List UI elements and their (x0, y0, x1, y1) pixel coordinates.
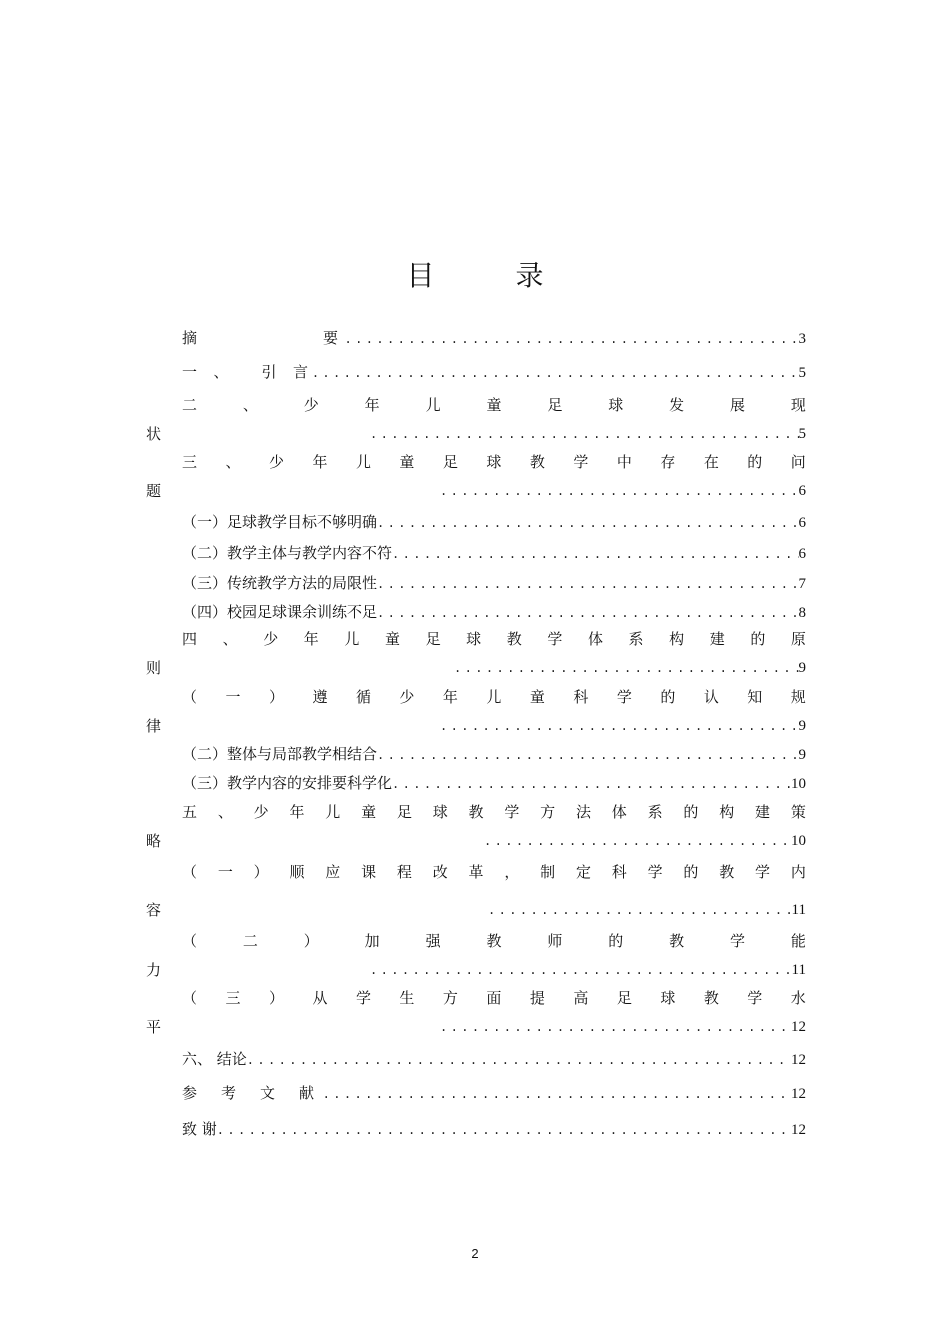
toc-entry-s2-leader (370, 424, 806, 444)
toc-char: 现 (790, 396, 806, 414)
toc-char: 儿 (344, 630, 360, 648)
toc-char: 定 (575, 863, 591, 881)
toc-char: 足 (425, 630, 441, 648)
toc-char: 教 (669, 932, 685, 950)
page-number: 2 (471, 1246, 479, 1261)
toc-char: 体 (611, 803, 627, 821)
toc-char: 在 (703, 453, 719, 471)
toc-page-number: 10 (791, 833, 806, 849)
toc-char: 四 (182, 630, 198, 648)
toc-entry-s5-line1 (182, 802, 806, 822)
toc-entry-label: （三）传统教学方法的局限性 (182, 574, 378, 592)
toc-leader-dots (247, 1050, 791, 1070)
toc-leader-dots (440, 1017, 791, 1037)
toc-title: 目 录 (406, 259, 580, 292)
toc-char: 儿 (355, 453, 371, 471)
toc-char: 面 (486, 989, 502, 1007)
toc-char: 能 (790, 932, 806, 950)
toc-entry-s4-leader (454, 658, 806, 678)
toc-entry-s6 (182, 1049, 806, 1070)
toc-leader-dots (377, 603, 798, 623)
toc-page-number: 6 (798, 515, 806, 531)
toc-char: 球 (660, 989, 676, 1007)
toc-entry-label: 六、 结论 (182, 1050, 247, 1068)
toc-entry-s5-leader (484, 831, 806, 851)
toc-char: 中 (616, 453, 632, 471)
toc-char: 年 (364, 396, 380, 414)
toc-char: 师 (547, 932, 563, 950)
toc-page-number: 7 (798, 576, 806, 592)
toc-char: 系 (647, 803, 663, 821)
toc-entry-s1 (182, 362, 806, 383)
toc-char: 一 (225, 688, 241, 706)
toc-char: 年 (303, 630, 319, 648)
toc-char: 方 (540, 803, 556, 821)
toc-char: 体 (587, 630, 603, 648)
toc-leader-dots (377, 745, 798, 765)
toc-char: 的 (750, 630, 766, 648)
toc-page-number: 12 (791, 1122, 806, 1138)
toc-entry-label: 致 谢 (182, 1120, 217, 1138)
toc-entry-s2-line2: 状 (146, 425, 162, 443)
toc-page-number: 6 (798, 483, 806, 499)
toc-leader-dots (370, 424, 799, 444)
toc-page-number: 12 (791, 1086, 806, 1102)
toc-page-number: 5 (798, 426, 806, 442)
toc-char: 制 (540, 863, 556, 881)
toc-leader-dots (488, 900, 792, 920)
toc-char: 、 (213, 363, 229, 381)
toc-entry-s3-line1 (182, 452, 806, 472)
toc-char: 方 (442, 989, 458, 1007)
toc-char: 程 (396, 863, 412, 881)
toc-char: 构 (669, 630, 685, 648)
toc-entry-refs (182, 1083, 806, 1104)
toc-page-number: 10 (791, 776, 806, 792)
toc-char: 球 (432, 803, 448, 821)
toc-leader-dots (392, 774, 791, 794)
toc-char: 儿 (325, 803, 341, 821)
toc-char: 一 (182, 363, 198, 381)
toc-entry-s4_2 (182, 744, 806, 765)
toc-char: 考 (220, 1084, 236, 1102)
toc-leader-dots (377, 513, 798, 533)
toc-char: （ (182, 688, 198, 706)
toc-char: 童 (486, 396, 502, 414)
toc-char: 童 (384, 630, 400, 648)
toc-char: 革 (468, 863, 484, 881)
toc-leader-dots (370, 960, 792, 980)
toc-char: （ (182, 863, 198, 881)
toc-char: 一 (217, 863, 233, 881)
toc-char: 顺 (289, 863, 305, 881)
toc-page-number: 8 (798, 605, 806, 621)
toc-entry-s3_1 (182, 512, 806, 533)
toc-char: 引 (261, 363, 277, 381)
toc-char: 加 (364, 932, 380, 950)
toc-leader-dots (440, 481, 799, 501)
toc-entry-s4_1-line1 (182, 687, 806, 707)
toc-page-number: 11 (791, 962, 806, 978)
toc-entry-s4-line2: 则 (146, 659, 162, 677)
toc-char: 的 (747, 453, 763, 471)
toc-char: ， (504, 863, 520, 881)
toc-char: 献 (298, 1084, 314, 1102)
toc-char: 年 (442, 688, 458, 706)
toc-char: 水 (790, 989, 806, 1007)
toc-char: 二 (242, 932, 258, 950)
toc-leader-dots (345, 329, 799, 349)
toc-char: 建 (755, 803, 771, 821)
toc-leader-dots (323, 1084, 791, 1104)
toc-char: 高 (573, 989, 589, 1007)
toc-char: 、 (225, 453, 241, 471)
toc-char: 问 (790, 453, 806, 471)
toc-char: 展 (730, 396, 746, 414)
toc-entry-label (182, 1083, 314, 1103)
toc-char: 存 (660, 453, 676, 471)
toc-entry-label: （一）足球教学目标不够明确 (182, 513, 378, 531)
toc-char: 改 (432, 863, 448, 881)
toc-page-number: 12 (791, 1052, 806, 1068)
toc-entry-label (182, 362, 308, 382)
toc-char: （ (182, 932, 198, 950)
toc-char: 摘 (182, 329, 198, 347)
toc-entry-s5_3-leader (440, 1017, 806, 1037)
toc-entry-s3-leader (440, 481, 806, 501)
toc-char: 参 (182, 1084, 198, 1102)
toc-char: 教 (703, 989, 719, 1007)
toc-char: 足 (616, 989, 632, 1007)
toc-char: 球 (608, 396, 624, 414)
toc-char: ） (268, 989, 284, 1007)
toc-entry-s4_3 (182, 773, 806, 794)
toc-leader-dots (392, 544, 798, 564)
toc-entry-s5_1-leader (488, 900, 806, 920)
toc-char: 五 (182, 803, 198, 821)
toc-char: 构 (719, 803, 735, 821)
toc-page-number: 11 (791, 902, 806, 918)
toc-char: 三 (225, 989, 241, 1007)
toc-char: 、 (222, 630, 238, 648)
toc-char: 的 (608, 932, 624, 950)
toc-char: 学 (504, 803, 520, 821)
toc-char: 教 (468, 803, 484, 821)
toc-char: 学 (616, 688, 632, 706)
toc-char: 教 (529, 453, 545, 471)
toc-char: 应 (325, 863, 341, 881)
toc-char: 规 (790, 688, 806, 706)
toc-entry-s3_2 (182, 543, 806, 564)
toc-char: 学 (730, 932, 746, 950)
toc-char: 、 (217, 803, 233, 821)
toc-entry-s4_1-line2: 律 (146, 717, 162, 735)
toc-page-number: 12 (791, 1019, 806, 1035)
toc-char: 三 (182, 453, 198, 471)
toc-char: 循 (355, 688, 371, 706)
toc-char: 生 (399, 989, 415, 1007)
toc-char: 科 (573, 688, 589, 706)
toc-leader-dots (312, 363, 799, 383)
toc-char: ） (303, 932, 319, 950)
toc-char: 言 (292, 363, 308, 381)
toc-char: 知 (747, 688, 763, 706)
toc-entry-label: （三）教学内容的安排要科学化 (182, 774, 393, 792)
toc-char: 遵 (312, 688, 328, 706)
toc-entry-s5_3-line1 (182, 988, 806, 1008)
toc-leader-dots (377, 574, 798, 594)
toc-page-number: 5 (798, 365, 806, 381)
toc-char: 学 (573, 453, 589, 471)
toc-char: 学 (747, 989, 763, 1007)
toc-char: 足 (442, 453, 458, 471)
toc-char: （ (182, 989, 198, 1007)
toc-entry-s5_2-leader (370, 960, 806, 980)
toc-entry-s4-line1 (182, 629, 806, 649)
toc-char: 儿 (486, 688, 502, 706)
toc-char: 学 (547, 630, 563, 648)
toc-char: ） (253, 863, 269, 881)
toc-char: 建 (709, 630, 725, 648)
toc-page-number: 9 (798, 718, 806, 734)
toc-char: 、 (242, 396, 258, 414)
toc-leader-dots (217, 1120, 791, 1140)
toc-char: 的 (683, 863, 699, 881)
toc-char: 文 (259, 1084, 275, 1102)
toc-entry-s5_1-line1 (182, 862, 806, 882)
toc-char: 原 (790, 630, 806, 648)
toc-entry-label: （二）整体与局部教学相结合 (182, 745, 378, 763)
toc-char: 法 (575, 803, 591, 821)
toc-char: 学 (355, 989, 371, 1007)
toc-entry-s3_4 (182, 602, 806, 623)
toc-char: 教 (486, 932, 502, 950)
toc-char: 课 (361, 863, 377, 881)
toc-char: 少 (263, 630, 279, 648)
toc-char: ） (268, 688, 284, 706)
toc-char: 教 (506, 630, 522, 648)
toc-char: 从 (312, 989, 328, 1007)
toc-page-number: 6 (798, 546, 806, 562)
toc-char: 科 (611, 863, 627, 881)
toc-char: 提 (529, 989, 545, 1007)
toc-entry-s5_2-line2: 力 (146, 961, 162, 979)
toc-char: 少 (303, 396, 319, 414)
toc-entry-thanks (182, 1119, 806, 1140)
toc-char: 足 (396, 803, 412, 821)
toc-char: 的 (660, 688, 676, 706)
toc-entry-label (182, 328, 338, 348)
toc-entry-s5_3-line2: 平 (146, 1018, 162, 1036)
toc-char: 童 (399, 453, 415, 471)
toc-leader-dots (440, 716, 799, 736)
toc-char: 二 (182, 396, 198, 414)
toc-char: 少 (268, 453, 284, 471)
toc-entry-s5-line2: 略 (146, 832, 162, 850)
toc-char: 教 (719, 863, 735, 881)
toc-char: 要 (322, 329, 338, 347)
toc-entry-label: （四）校园足球课余训练不足 (182, 603, 378, 621)
toc-entry-s5_2-line1 (182, 931, 806, 951)
toc-entry-label: （二）教学主体与教学内容不符 (182, 544, 393, 562)
toc-char: 强 (425, 932, 441, 950)
toc-char: 年 (312, 453, 328, 471)
toc-char: 球 (466, 630, 482, 648)
toc-entry-s4_1-leader (440, 716, 806, 736)
toc-char: 发 (669, 396, 685, 414)
toc-char: 童 (529, 688, 545, 706)
toc-page-number: 9 (798, 747, 806, 763)
toc-entry-s5_1-line2: 容 (146, 901, 162, 919)
toc-leader-dots (484, 831, 791, 851)
toc-entry-s2-line1 (182, 395, 806, 415)
toc-entry-zhaiyao (182, 328, 806, 349)
toc-char: 童 (361, 803, 377, 821)
toc-char: 认 (703, 688, 719, 706)
toc-char: 儿 (425, 396, 441, 414)
toc-char: 少 (253, 803, 269, 821)
toc-char: 少 (399, 688, 415, 706)
toc-char: 球 (486, 453, 502, 471)
toc-entry-s3-line2: 题 (146, 482, 162, 500)
toc-page-number: 9 (798, 660, 806, 676)
toc-char: 的 (683, 803, 699, 821)
toc-char: 学 (755, 863, 771, 881)
toc-entry-s3_3 (182, 573, 806, 594)
toc-leader-dots (454, 658, 799, 678)
toc-char: 系 (628, 630, 644, 648)
toc-page-number: 3 (798, 331, 806, 347)
toc-char: 内 (790, 863, 806, 881)
toc-char: 足 (547, 396, 563, 414)
toc-char: 策 (790, 803, 806, 821)
toc-char: 年 (289, 803, 305, 821)
toc-char: 学 (647, 863, 663, 881)
